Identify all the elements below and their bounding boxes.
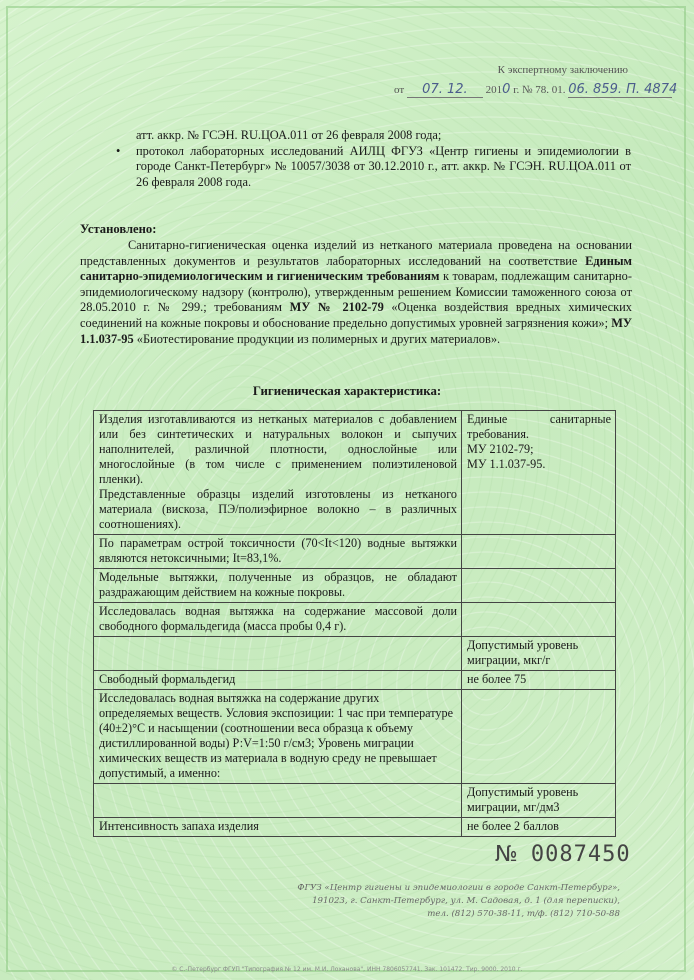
organization-footer	[290, 882, 620, 921]
table-cell	[462, 690, 616, 784]
sample-description: Представленные образцы изделий изготовлены из нетканого материала (вискоза, ПЭ/полиэфирное волокно – в различных соотношениях).	[99, 487, 457, 531]
ref-number-field	[568, 82, 678, 98]
bullet-dot-icon: •	[116, 143, 121, 158]
established-paragraph	[80, 238, 632, 347]
table-row	[94, 818, 616, 837]
table-row	[94, 569, 616, 603]
established-text-2: к товарам, подлежащим санитарно-эпидемиологическому надзору (контролю), утвержденным решением Комиссии таможенного союза от 28.05.2010 г. № 299.; требованиям	[80, 269, 632, 315]
footer-line: тел. (812) 570-38-11, т/ф. (812) 710-50-88	[427, 909, 620, 919]
table-cell	[462, 411, 616, 535]
table-cell: Модельные вытяжки, полученные из образцов, не обладают раздражающим действием на кожные покровы.	[94, 569, 462, 603]
ref-year-suffix: г. №	[513, 84, 533, 96]
established-bold-3: МУ 1.1.037-95	[80, 315, 632, 346]
table-cell: не более 2 баллов	[462, 818, 616, 837]
printer-imprint: © С.-Петербург ФГУП "Типография № 12 им. М.И. Лоханова", ИНН 7806057741. Зак. 101472. Тир. 9000. 2010 г.	[171, 966, 523, 973]
established-bold-1: Единым санитарно-эпидемиологическим и гигиеническим требованиям	[80, 253, 632, 284]
hygiene-table	[93, 410, 616, 837]
ref-date-handwritten: 07. 12.	[422, 82, 468, 97]
ref-year-handwritten: 0	[502, 82, 511, 97]
reference-line	[394, 82, 678, 98]
table-cell	[94, 784, 462, 818]
serial-number	[495, 842, 631, 867]
table-row	[94, 690, 616, 784]
ref-date-field	[407, 82, 483, 98]
table-cell: Допустимый уровень миграции, мг/дм3	[462, 784, 616, 818]
protocol-continuation-text: атт. аккр. № ГСЭН. RU.ЦОА.011 от 26 февраля 2008 года;	[136, 128, 442, 142]
ref-number-handwritten: 06. 859. П. 4874	[568, 82, 678, 97]
table-cell	[462, 569, 616, 603]
requirement-1: Единые санитарные требования.	[467, 412, 611, 441]
table-cell: Допустимый уровень миграции, мкг/г	[462, 637, 616, 671]
table-cell	[94, 637, 462, 671]
footer-line: ФГУЗ «Центр гигиены и эпидемиологии в городе Санкт-Петербург»,	[297, 883, 620, 893]
table-cell: Исследовалась водная вытяжка на содержание других определяемых веществ. Условия экспозиции: 1 час при температуре (40±2)°С и насыщении (соотношении веса образца к объему дистиллированной воды) Р:V=1:50 г/см3; Уровень миграции химических веществ из материала в водную среду не превышает допустимый, а именно:	[94, 690, 462, 784]
requirement-2: МУ 2102-79;	[467, 442, 534, 456]
established-text-4: «Биотестирование продукции из полимерных и других материалов».	[133, 331, 501, 346]
table-cell	[462, 603, 616, 637]
table-row	[94, 603, 616, 637]
table-cell: По параметрам острой токсичности (70<It<120) водные вытяжки являются нетоксичными; It=83,1%.	[94, 535, 462, 569]
established-heading: Установлено:	[80, 222, 157, 236]
protocol-continuation	[136, 128, 631, 144]
table-cell: Исследовалась водная вытяжка на содержание массовой доли свободного формальдегида (масса пробы 0,4 г).	[94, 603, 462, 637]
hygiene-heading: Гигиеническая характеристика:	[252, 384, 442, 398]
product-description: Изделия изготавливаются из нетканых материалов с добавлением или без синтетических и натуральных волокон и сыпучих наполнителей, различной плотности, однослойные или многослойные (в том числе с применением полиэтиленовой пленки).	[99, 412, 457, 486]
protocol-item	[116, 143, 631, 191]
table-cell: не более 75	[462, 671, 616, 690]
table-cell	[462, 535, 616, 569]
table-cell: Свободный формальдегид	[94, 671, 462, 690]
table-row	[94, 411, 616, 535]
ref-from: от	[394, 84, 405, 96]
serial-value: 0087450	[530, 842, 631, 867]
table-row	[94, 784, 616, 818]
ref-number-prefix: 78. 01.	[535, 84, 566, 96]
protocol-item-text: протокол лабораторных исследований АИЛЦ ФГУЗ «Центр гигиены и эпидемиологии в городе Санкт-Петербург» № 10057/3038 от 30.12.2010 г., атт. аккр. № ГСЭН. RU.ЦОА.011 от 26 февраля 2008 года.	[136, 143, 631, 189]
table-row	[94, 637, 616, 671]
table-cell: Интенсивность запаха изделия	[94, 818, 462, 837]
expert-conclusion-label: К экспертному заключению	[497, 64, 628, 76]
table-row	[94, 671, 616, 690]
table-row	[94, 535, 616, 569]
table-cell	[94, 411, 462, 535]
number-sign: №	[495, 842, 519, 867]
established-text-1: Санитарно-гигиеническая оценка изделий из нетканого материала проведена на основании представленных документов и результатов лабораторных исследований на соответствие	[80, 238, 632, 268]
ref-year-prefix: 201	[485, 84, 503, 96]
requirement-3: МУ 1.1.037-95.	[467, 457, 546, 471]
established-bold-2: МУ № 2102-79	[289, 300, 384, 315]
established-text-3: «Оценка воздействия вредных химических соединений на кожные покровы и обоснование предельно допустимых уровней загрязнения кожи»;	[80, 300, 633, 330]
protocol-list	[116, 128, 631, 190]
footer-line: 191023, г. Санкт-Петербург, ул. М. Садовая, д. 1 (для переписки),	[312, 896, 620, 906]
